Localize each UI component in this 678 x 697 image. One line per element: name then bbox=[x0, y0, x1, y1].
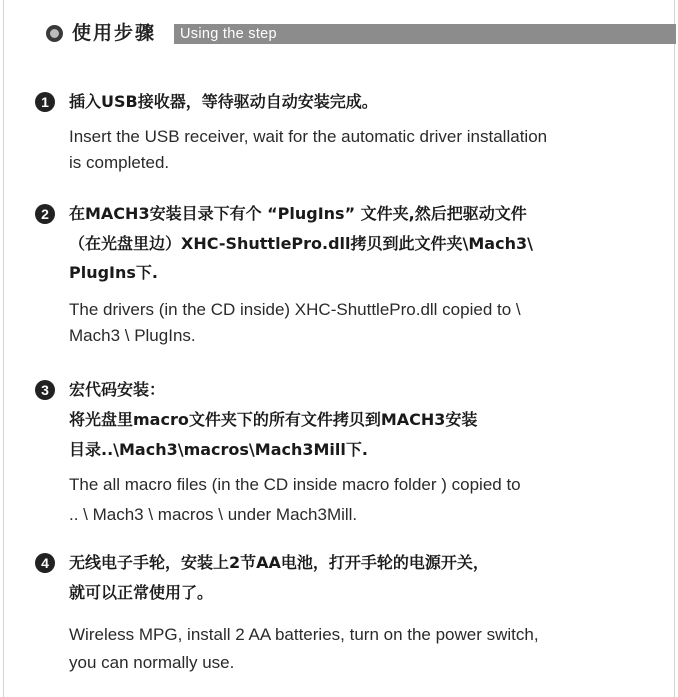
step-1-en-line-1: Insert the USB receiver, wait for the automatic driver installation bbox=[69, 127, 548, 146]
step-4-en-line-2: you can normally use. bbox=[69, 653, 235, 672]
step-4-cn-line-2: 就可以正常使用了。 bbox=[69, 583, 214, 602]
step-2-cn-line-2: （在光盘里边）XHC-ShuttlePro.dll拷贝到此文件夹\Mach3\ bbox=[69, 234, 533, 253]
step-3-en-line-1: The all macro files (in the CD inside macro folder ) copied to bbox=[69, 475, 521, 494]
step-number-2-icon: 2 bbox=[35, 204, 55, 224]
header-bullet-icon bbox=[46, 25, 63, 42]
section-title: 使用步骤 bbox=[72, 22, 157, 44]
step-2-cn-line-3: PlugIns下. bbox=[69, 263, 159, 282]
step-4-en-line-1: Wireless MPG, install 2 AA batteries, turn on the power switch, bbox=[69, 625, 539, 644]
step-3-cn-line-1: 宏代码安装： bbox=[69, 380, 166, 399]
step-3-cn-line-3: 目录..\Mach3\macros\Mach3Mill下. bbox=[69, 440, 368, 459]
step-4-cn-line-1: 无线电子手轮，安装上2节AA电池，打开手轮的电源开关， bbox=[69, 553, 489, 572]
section-subtitle-bar bbox=[174, 24, 676, 44]
section-subtitle: Using the step bbox=[180, 26, 277, 42]
step-number-4-icon: 4 bbox=[35, 553, 55, 573]
step-number-3-icon: 3 bbox=[35, 380, 55, 400]
step-2-en-line-2: Mach3 \ PlugIns. bbox=[69, 326, 196, 345]
step-1-en-line-2: is completed. bbox=[69, 153, 170, 172]
step-number-1-icon: 1 bbox=[35, 92, 55, 112]
step-1-cn-line-1: 插入USB接收器，等待驱动自动安装完成。 bbox=[69, 92, 378, 111]
section-header bbox=[46, 20, 162, 46]
step-2-en-line-1: The drivers (in the CD inside) XHC-ShuttlePro.dll copied to \ bbox=[69, 300, 521, 319]
step-2-cn-line-1: 在MACH3安装目录下有个 “PlugIns” 文件夹,然后把驱动文件 bbox=[69, 204, 527, 223]
step-3-en-line-2: .. \ Mach3 \ macros \ under Mach3Mill. bbox=[69, 505, 358, 524]
step-3-cn-line-2: 将光盘里macro文件夹下的所有文件拷贝到MACH3安装 bbox=[69, 410, 478, 429]
